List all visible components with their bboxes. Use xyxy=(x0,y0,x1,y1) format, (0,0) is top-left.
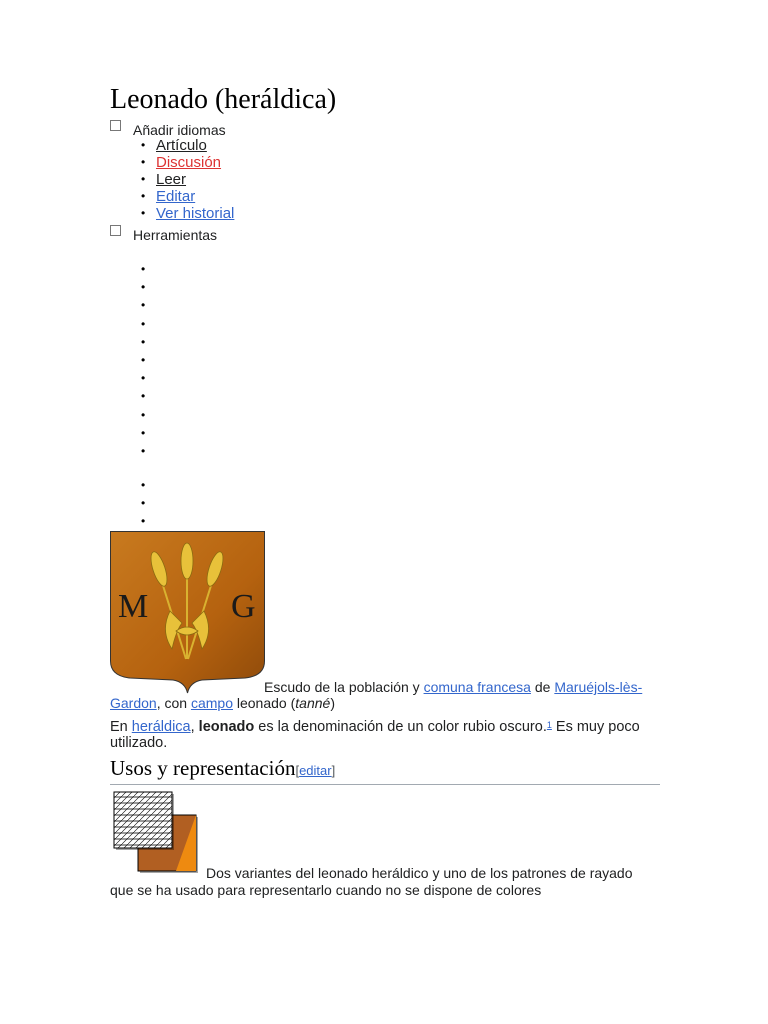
link-comuna-francesa[interactable]: comuna francesa xyxy=(423,679,531,695)
reference-link[interactable]: 1 xyxy=(546,720,552,730)
coat-of-arms-image[interactable] xyxy=(110,531,265,694)
tab-history[interactable]: • Ver historial xyxy=(156,205,234,222)
section-heading: Usos y representación[editar] xyxy=(110,756,336,780)
color-variants-image[interactable] xyxy=(110,790,202,876)
shield-letter-m: M xyxy=(118,588,149,625)
languages-checkbox[interactable] xyxy=(110,120,121,131)
link-heraldica[interactable]: heráldica xyxy=(131,719,191,735)
page-tabs xyxy=(156,137,234,222)
shield-letter-g: G xyxy=(231,588,256,625)
tab-article[interactable]: • Artículo xyxy=(156,137,234,154)
tools-checkbox[interactable] xyxy=(110,225,121,236)
edit-section-link[interactable]: editar xyxy=(299,763,332,778)
languages-label[interactable]: Añadir idiomas xyxy=(133,122,226,138)
tools-label[interactable]: Herramientas xyxy=(133,227,218,243)
page-title: Leonado (heráldica) xyxy=(110,84,337,115)
figure-caption: Dos variantes del leonado heráldico y uno de los patrones de rayado que se ha usado para representarlo cuando no se dispone de colores xyxy=(110,865,633,898)
figure-caption: Escudo de la población y comuna francesa de Maruéjols-lès-Gardon, con campo leonado (tanné) xyxy=(110,679,643,711)
link-campo[interactable]: campo xyxy=(190,695,233,711)
link-maruejols[interactable]: Maruéjols-lès-Gardon xyxy=(110,679,643,711)
tab-read[interactable]: • Leer xyxy=(156,171,234,188)
section-divider xyxy=(110,784,660,785)
intro-paragraph: En heráldica, leonado es la denominación de un color rubio oscuro.$^1$ Es muy poco utilizado. xyxy=(110,719,640,751)
tab-discussion[interactable]: • Discusión xyxy=(156,154,234,171)
tab-edit[interactable]: • Editar xyxy=(156,188,234,205)
